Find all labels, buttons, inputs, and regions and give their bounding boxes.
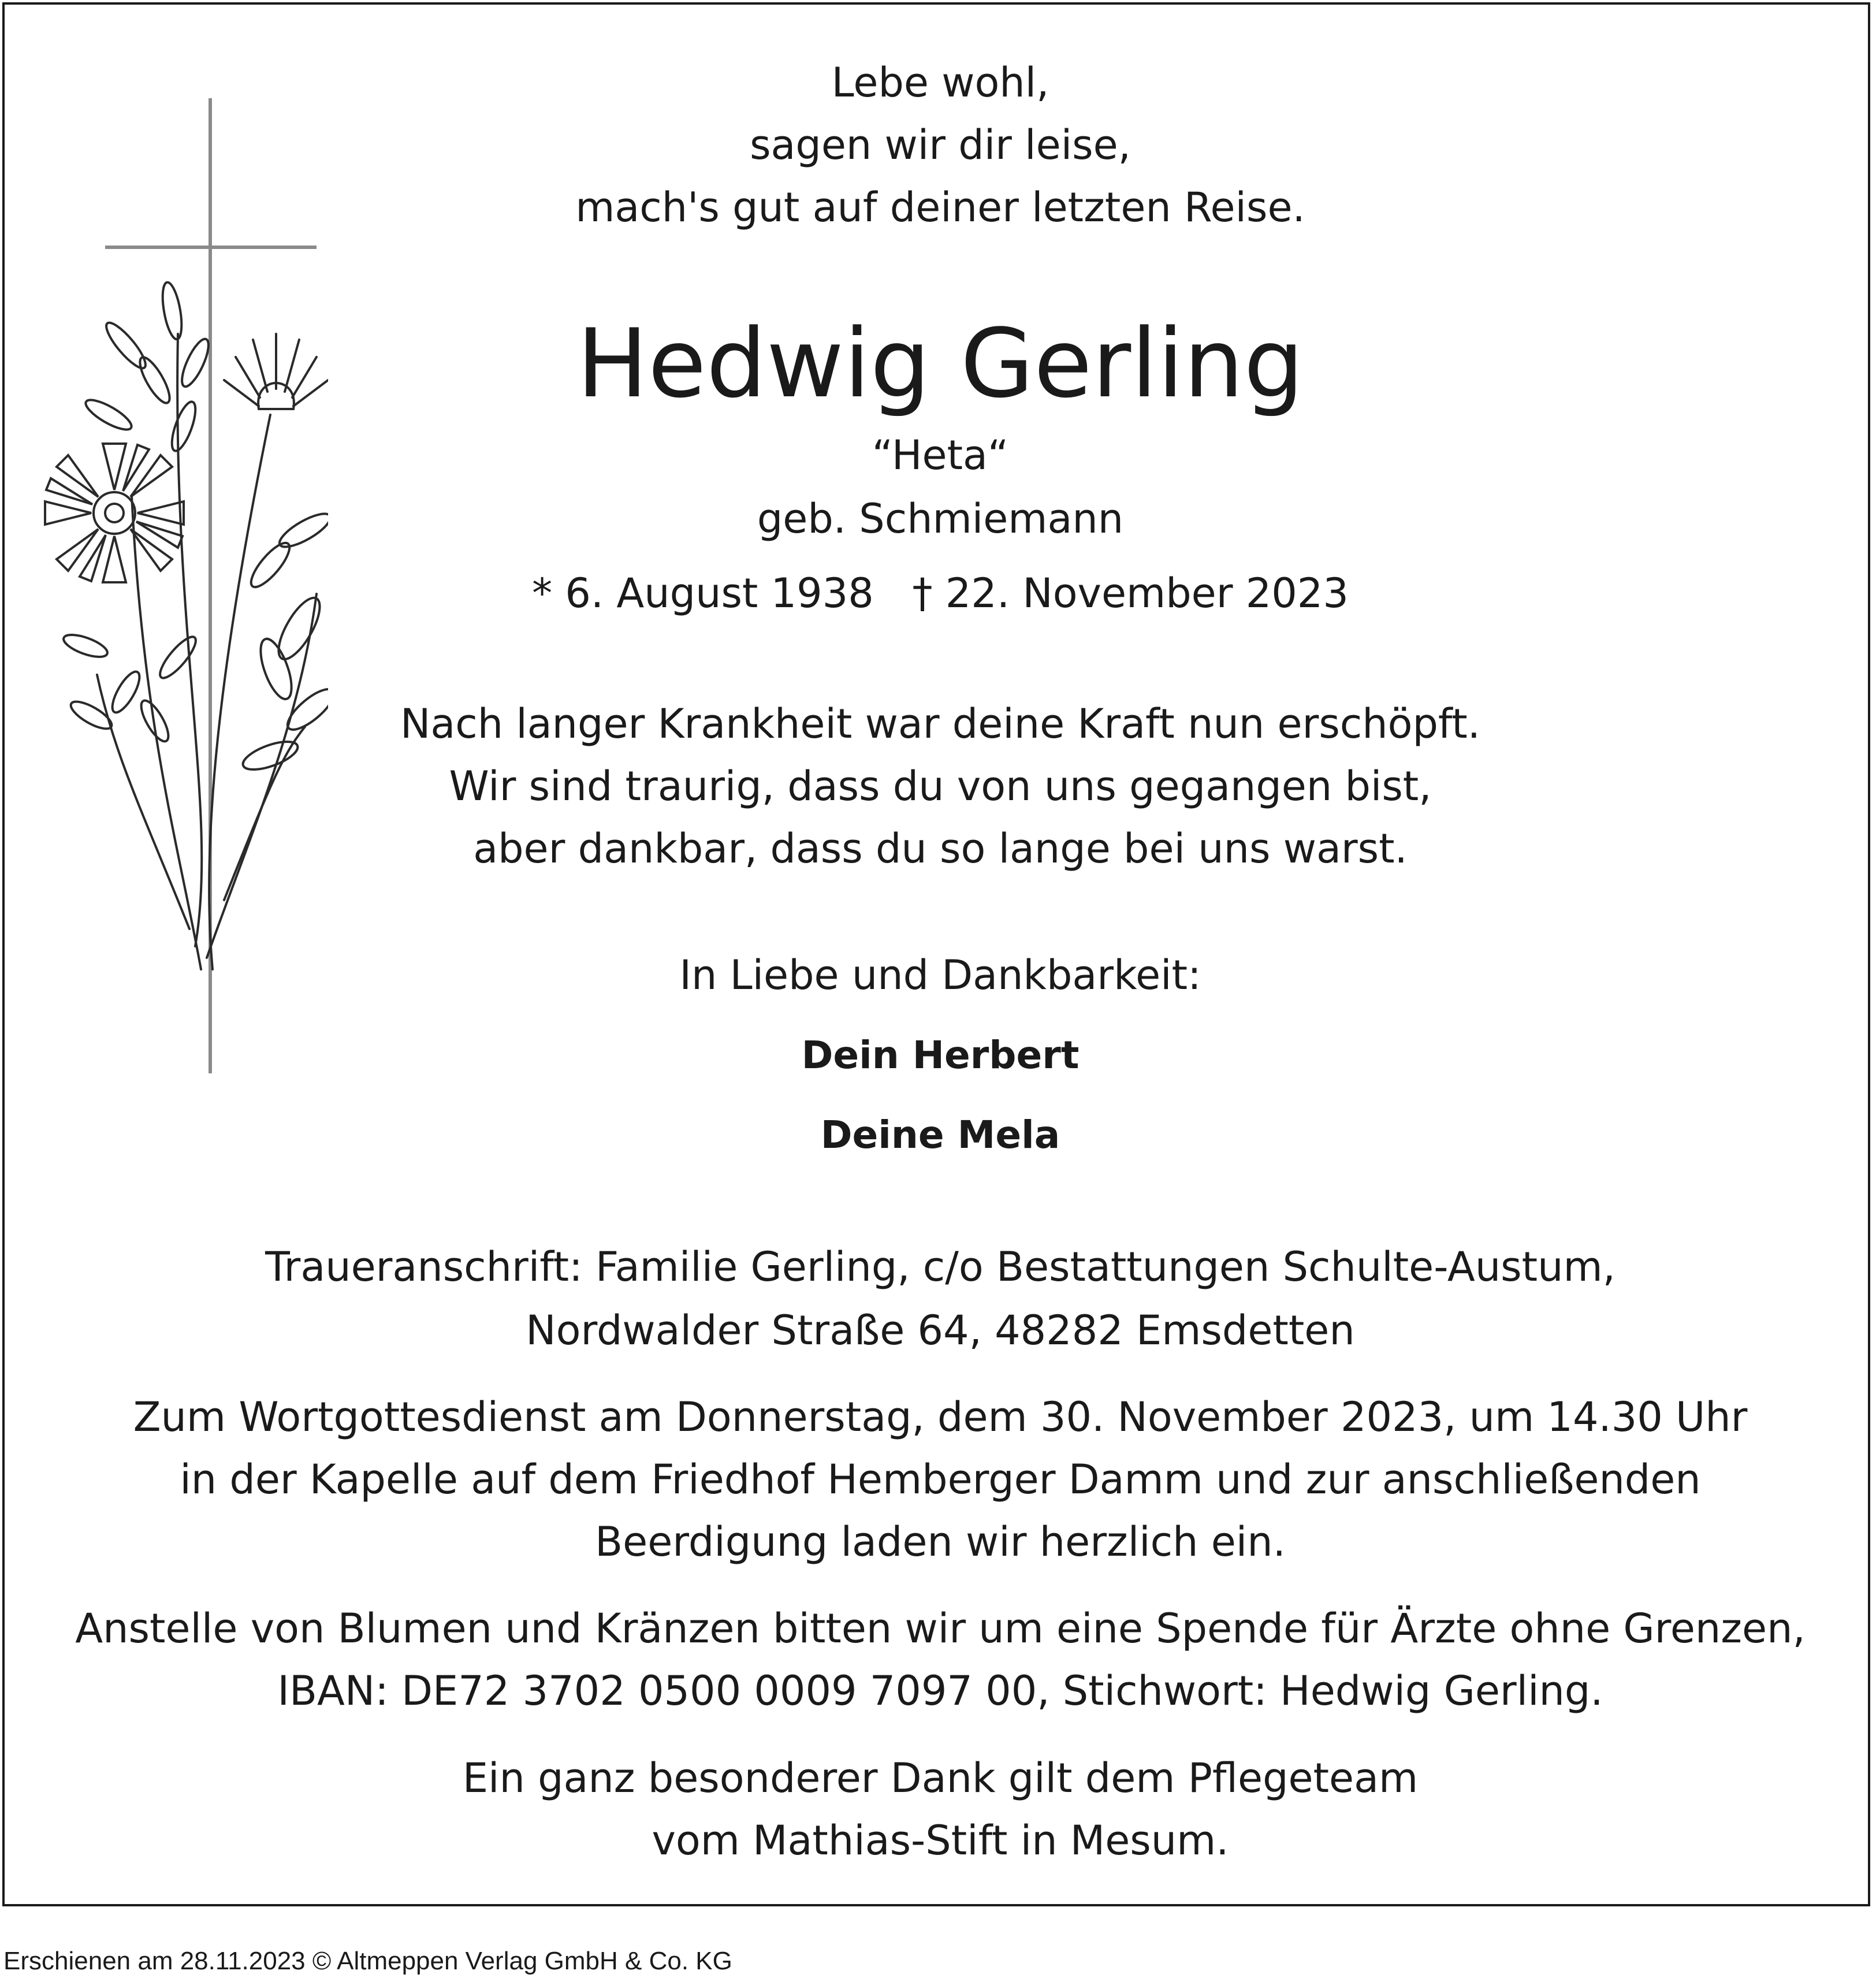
donation-line-2: IBAN: DE72 3702 0500 0009 7097 00, Stichwort: Hedwig Gerling. (277, 1667, 1603, 1715)
mourner-1: Dein Herbert (801, 1033, 1080, 1077)
service-line-3: Beerdigung laden wir herzlich ein. (595, 1518, 1286, 1566)
thanks-line-2: vom Mathias-Stift in Mesum. (652, 1817, 1229, 1864)
obituary-frame (2, 2, 1870, 1906)
life-dates: * 6. August 1938 † 22. November 2023 (532, 570, 1349, 617)
nickname: “Heta“ (872, 432, 1009, 479)
message-line-1: Nach langer Krankheit war deine Kraft nun erschöpft. (400, 700, 1481, 748)
address-line-2: Nordwalder Straße 64, 48282 Emsdetten (526, 1307, 1355, 1354)
message-line-3: aber dankbar, dass du so lange bei uns warst. (473, 825, 1408, 872)
service-line-1: Zum Wortgottesdienst am Donnerstag, dem 30. November 2023, um 14.30 Uhr (133, 1393, 1748, 1441)
mourner-2: Deine Mela (820, 1113, 1060, 1157)
thanks-line-1: Ein ganz besonderer Dank gilt dem Pflegeteam (462, 1754, 1419, 1802)
verse-line-2: sagen wir dir leise, (750, 121, 1131, 169)
address-line-1: Traueranschrift: Familie Gerling, c/o Bestattungen Schulte-Austum, (265, 1243, 1616, 1291)
publication-footer: Erschienen am 28.11.2023 © Altmeppen Verlag GmbH & Co. KG (3, 1947, 732, 1975)
maiden-name: geb. Schmiemann (757, 495, 1124, 542)
donation-line-1: Anstelle von Blumen und Kränzen bitten wir um eine Spende für Ärzte ohne Grenzen, (75, 1605, 1806, 1652)
deceased-name: Hedwig Gerling (576, 308, 1304, 419)
verse-line-3: mach's gut auf deiner letzten Reise. (575, 184, 1305, 231)
service-line-2: in der Kapelle auf dem Friedhof Hemberger Damm und zur anschließenden (180, 1456, 1701, 1503)
closing-line: In Liebe und Dankbarkeit: (679, 951, 1201, 999)
verse-line-1: Lebe wohl, (831, 59, 1049, 106)
message-line-2: Wir sind traurig, dass du von uns gegangen bist, (449, 763, 1432, 810)
